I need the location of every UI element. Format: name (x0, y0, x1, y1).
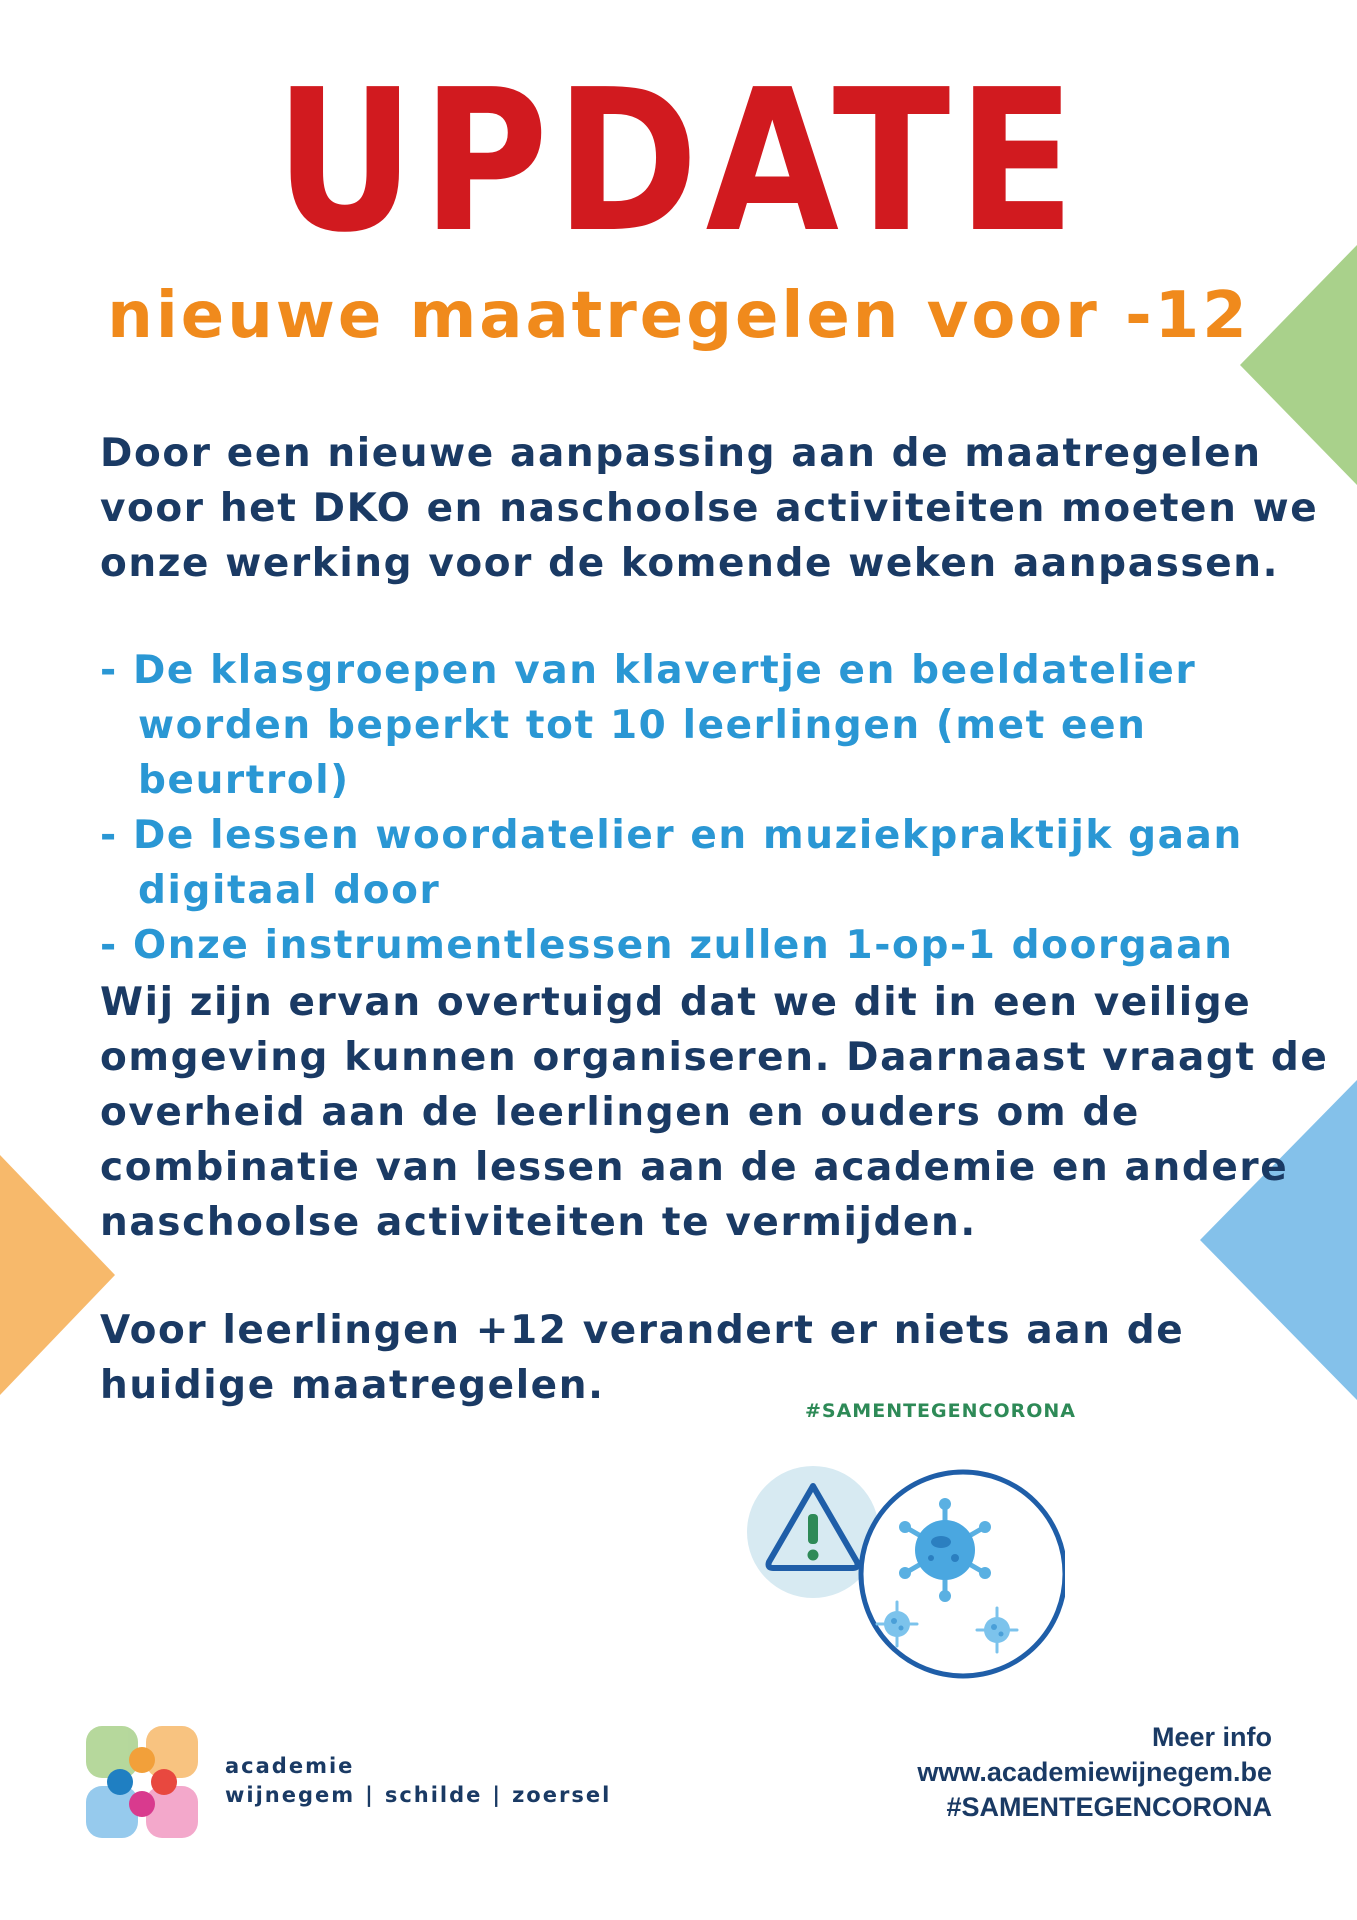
corona-illustration (745, 1462, 1065, 1692)
academie-logo-mark (80, 1720, 204, 1844)
older-students-paragraph: Voor leerlingen +12 verandert er niets aan de huidige maatregelen. (100, 1308, 1185, 1408)
illustration-hashtag: #SAMENTEGENCORONA (805, 1400, 1076, 1422)
measure-item: - Onze instrumentlessen zullen 1-op-1 doorgaan (100, 923, 1234, 968)
page-subtitle: nieuwe maatregelen voor -12 (107, 279, 1250, 353)
page-title: UPDATE (274, 48, 1083, 276)
logo-location-schilde: schilde (384, 1783, 483, 1807)
measure-item: - De lessen woordatelier en muziekpraktijk gaan digitaal door (100, 813, 1243, 913)
logo-line-academie: academie (225, 1754, 355, 1778)
website-link[interactable]: www.academiewijnegem.be (917, 1757, 1272, 1787)
academie-logo-text (225, 1752, 611, 1810)
measure-item: - De klasgroepen van klavertje en beeldatelier worden beperkt tot 10 leerlingen (met een beurtrol) (100, 648, 1197, 803)
conviction-paragraph: Wij zijn ervan overtuigd dat we dit in een veilige omgeving kunnen organiseren. Daarnaast vraagt de overheid aan de leerlingen en ouders om de combinatie van lessen aan de academie en andere naschoolse activiteiten te vermijden. (100, 980, 1329, 1245)
contact-block (917, 1720, 1272, 1825)
logo-separator: | (365, 1783, 375, 1807)
contact-label: Meer info (1151, 1722, 1272, 1752)
logo-location-zoersel: zoersel (512, 1783, 612, 1807)
logo-line-locations (225, 1781, 611, 1810)
virus-icon (861, 1472, 1065, 1676)
contact-hashtag: #SAMENTEGENCORONA (946, 1792, 1272, 1822)
intro-paragraph: Door een nieuwe aanpassing aan de maatregelen voor het DKO en naschoolse activiteiten moeten we onze werking voor de komende weken aanpassen. (100, 431, 1319, 586)
logo-location-wijnegem: wijnegem (225, 1783, 356, 1807)
measures-list (100, 643, 1340, 973)
orange-triangle-decoration (0, 1155, 115, 1395)
logo-separator: | (492, 1783, 503, 1807)
